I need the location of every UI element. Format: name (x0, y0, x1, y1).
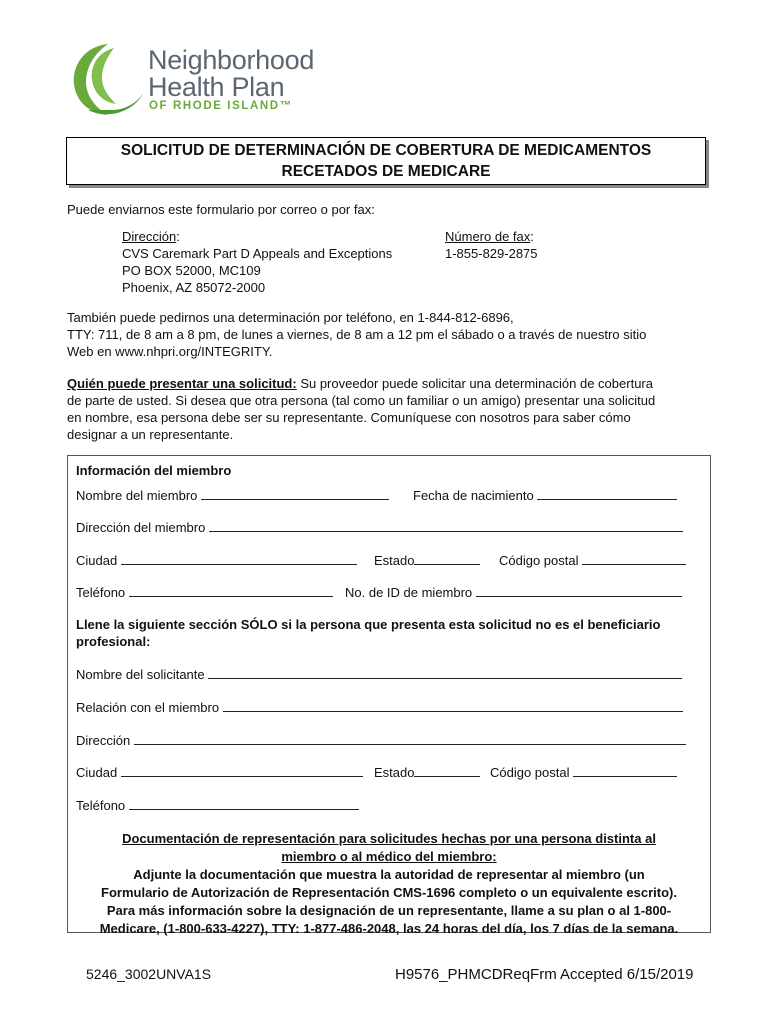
address-line1: CVS Caremark Part D Appeals and Exceptions (122, 246, 393, 261)
member-info-heading: Información del miembro (76, 463, 232, 478)
member-phone-field[interactable] (129, 584, 333, 597)
logo-name-line2: Health Plan (148, 72, 285, 102)
phone-paragraph-line1: También puede pedirnos una determinación por teléfono, en 1-844-812-6896, (67, 310, 514, 325)
member-phone-label: Teléfono (76, 585, 126, 600)
documentation-block (68, 830, 710, 938)
documentation-line2: Formulario de Autorización de Representación CMS-1696 completo o un equivalente escrito). (101, 885, 677, 900)
documentation-line3: Para más información sobre la designación de un representante, llame a su plan o al 1-800- (106, 903, 672, 918)
member-city-field[interactable] (121, 552, 357, 565)
member-information-box (67, 455, 711, 936)
address-line3: Phoenix, AZ 85072-2000 (122, 280, 266, 295)
requester-city-field[interactable] (121, 764, 363, 777)
requester-city-label: Ciudad (76, 765, 118, 780)
who-can-line4: designar a un representante. (67, 427, 234, 442)
documentation-heading-line2: miembro o al médico del miembro: (281, 849, 497, 864)
member-zip-label: Código postal (499, 553, 579, 568)
fax-block: Número de fax: 1-855-829-2875 (445, 229, 538, 261)
member-dob-label: Fecha de nacimiento (413, 488, 534, 503)
who-can-heading: Quién puede presentar una solicitud: (67, 376, 297, 391)
who-can-line2: de parte de usted. Si desea que otra persona (tal como un familiar o un amigo) presentar una solicitud (67, 393, 656, 408)
who-can-line3: en nombre, esa persona debe ser su representante. Comuníquese con nosotros para saber cómo (67, 410, 631, 425)
member-city-label: Ciudad (76, 553, 118, 568)
address-line2: PO BOX 52000, MC109 (122, 263, 261, 278)
address-label: Dirección (122, 229, 177, 244)
requester-state-field[interactable] (414, 764, 480, 777)
member-address-label: Dirección del miembro (76, 520, 206, 535)
requester-relation-field[interactable] (223, 699, 683, 712)
member-dob-field[interactable] (537, 487, 677, 500)
member-state-label: Estado (374, 553, 415, 568)
fax-label: Número de fax (445, 229, 531, 244)
neighborhood-health-plan-logo-icon (68, 40, 150, 118)
requester-zip-label: Código postal (490, 765, 570, 780)
requester-zip-field[interactable] (573, 764, 677, 777)
requester-relation-label: Relación con el miembro (76, 700, 220, 715)
requester-address-field[interactable] (134, 732, 686, 745)
requester-name-field[interactable] (208, 666, 682, 679)
member-id-field[interactable] (476, 584, 682, 597)
phone-paragraph-line3: Web en www.nhpri.org/INTEGRITY. (67, 344, 273, 359)
phone-paragraph-line2: TTY: 711, de 8 am a 8 pm, de lunes a viernes, de 8 am a 12 pm el sábado o a través de nuestro sitio (67, 327, 647, 342)
form-title-line2: RECETADOS DE MEDICARE (281, 163, 491, 180)
member-state-field[interactable] (414, 552, 480, 565)
requester-address-label: Dirección (76, 733, 131, 748)
member-id-label: No. de ID de miembro (345, 585, 473, 600)
who-can-submit-paragraph (67, 375, 717, 443)
requester-heading-line1: Llene la siguiente sección SÓLO si la persona que presenta esta solicitud no es el beneficiario (76, 617, 661, 632)
requester-state-label: Estado (374, 765, 415, 780)
documentation-line4: Medicare, (1-800-633-4227), TTY: 1-877-486-2048, las 24 horas del día, los 7 días de la semana. (99, 921, 679, 936)
requester-heading-line2: profesional: (76, 634, 151, 649)
fax-number: 1-855-829-2875 (445, 246, 538, 261)
who-can-line1: Su proveedor puede solicitar una determinación de cobertura (296, 376, 653, 391)
requester-phone-field[interactable] (129, 797, 359, 810)
member-name-field[interactable] (201, 487, 389, 500)
member-name-label: Nombre del miembro (76, 488, 198, 503)
logo-name-line1: Neighborhood (148, 45, 315, 75)
documentation-line1: Adjunte la documentación que muestra la autoridad de representar al miembro (un (133, 867, 645, 882)
footer-approval-code: H9576_PHMCDReqFrm Accepted 6/15/2019 (395, 966, 694, 983)
requester-phone-label: Teléfono (76, 798, 126, 813)
address-block: Dirección: CVS Caremark Part D Appeals and Exceptions PO BOX 52000, MC109 Phoenix, AZ 85072-2000 (122, 229, 393, 295)
form-title-box (66, 137, 706, 185)
requester-name-label: Nombre del solicitante (76, 667, 205, 682)
intro-text: Puede enviarnos este formulario por correo o por fax: (67, 202, 375, 217)
form-title-line1: SOLICITUD DE DETERMINACIÓN DE COBERTURA DE MEDICAMENTOS (120, 142, 652, 159)
member-zip-field[interactable] (582, 552, 686, 565)
footer-form-code: 5246_3002UNVA1S (86, 966, 212, 982)
logo-subline: OF RHODE ISLAND™ (149, 100, 293, 112)
phone-paragraph (67, 309, 717, 360)
member-address-field[interactable] (209, 519, 683, 532)
documentation-heading-line1: Documentación de representación para solicitudes hechas por una persona distinta al (122, 831, 656, 846)
